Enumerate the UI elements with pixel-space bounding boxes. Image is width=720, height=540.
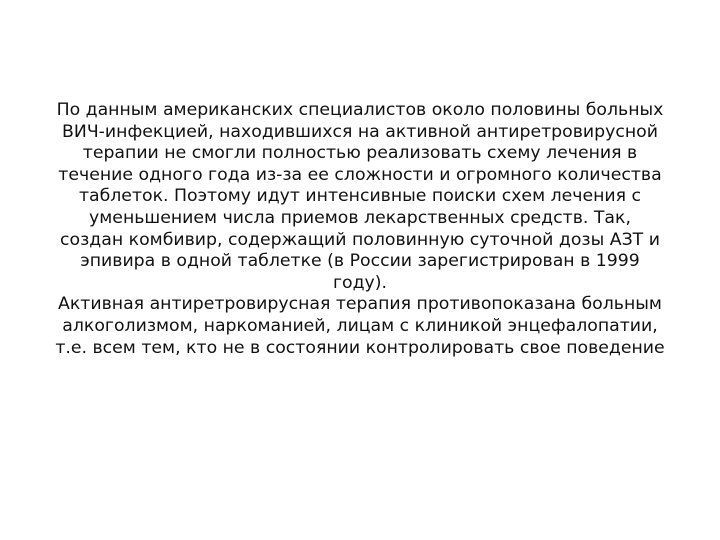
text-line: ВИЧ-инфекцией, находившихся на активной антиретровирусной — [62, 121, 658, 142]
text-line: терапии не смогли полностью реализовать схему лечения в — [82, 143, 638, 164]
text-line: таблеток. Поэтому идут интенсивные поиски схем лечения с — [78, 186, 642, 207]
text-line: По данным американских специалистов около половины больных — [56, 100, 664, 120]
text-line: году). — [332, 272, 388, 293]
text-line: уменьшением числа приемов лекарственных средств. Так, — [89, 207, 631, 228]
paragraph-2 — [20, 294, 700, 359]
slide-body-text — [20, 100, 700, 359]
text-line: т.е. всем тем, кто не в состоянии контролировать свое поведение — [55, 337, 665, 358]
text-line: алкоголизмом, наркоманией, лицам с клиникой энцефалопатии, — [62, 315, 658, 336]
paragraph-1 — [20, 100, 700, 294]
text-line: эпивира в одной таблетке (в России зарегистрирован в 1999 — [80, 251, 640, 272]
text-line: течение одного года из-за ее сложности и огромного количества — [58, 164, 662, 185]
text-line: Активная антиретровирусная терапия противопоказана больным — [58, 294, 662, 315]
text-line: создан комбивир, содержащий половинную суточной дозы АЗТ и — [60, 229, 660, 250]
